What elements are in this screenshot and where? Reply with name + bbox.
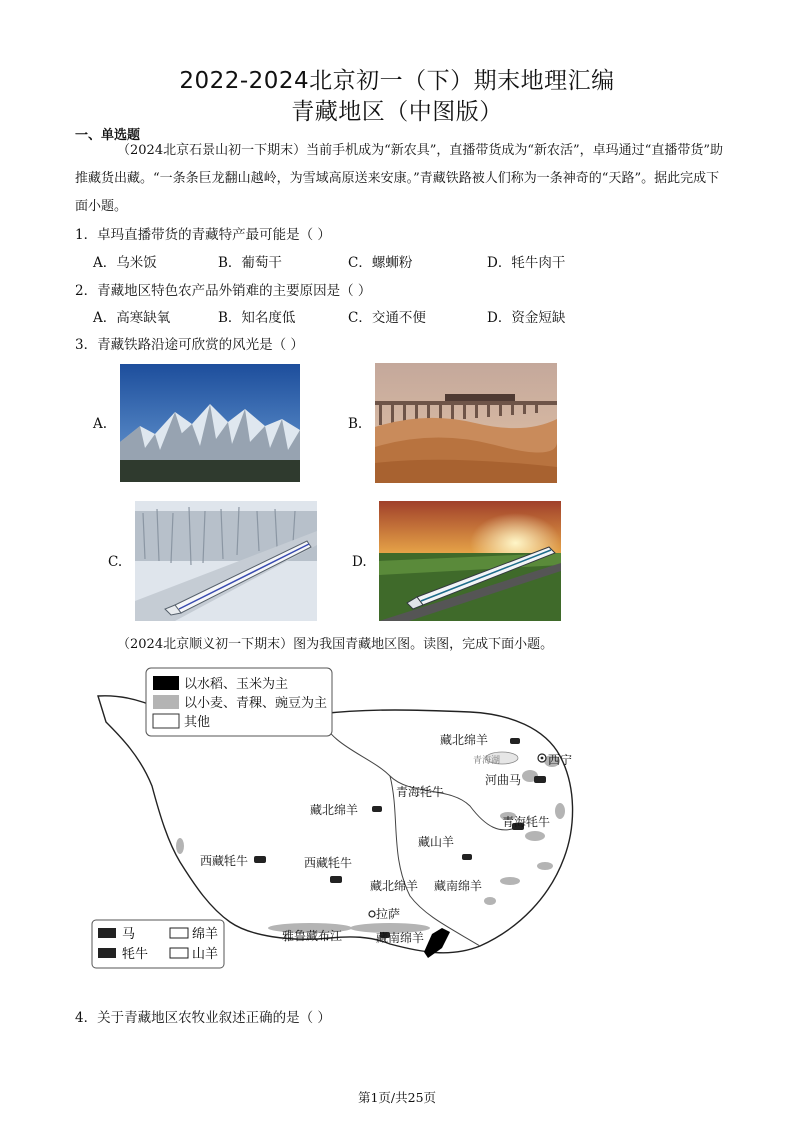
q1-option-d[interactable]: D．牦牛肉干 (487, 255, 566, 271)
map-label: 藏南绵羊 (434, 879, 483, 893)
legend-goat-label: 山羊 (192, 947, 219, 962)
map-label: 藏山羊 (418, 835, 455, 849)
intro-paragraph-2: （2024北京顺义初一下期末）图为我国青藏地区图。读图，完成下面小题。 (117, 637, 554, 652)
map-label: 西藏牦牛 (200, 854, 249, 868)
map-label: 青海牦牛 (396, 785, 445, 799)
q3-photo-train-sunset[interactable] (379, 501, 561, 621)
q2-option-d[interactable]: D．资金短缺 (487, 310, 566, 326)
q2-option-b[interactable]: B．知名度低 (218, 310, 296, 326)
sheep-icon (170, 928, 188, 938)
q1-option-a[interactable]: A．乌米饭 (93, 255, 157, 271)
legend-sheep-label: 绵羊 (192, 927, 219, 942)
map-label: 藏北绵羊 (370, 879, 419, 893)
map-label: 西藏牦牛 (304, 856, 353, 870)
q1-option-b[interactable]: B．葡萄干 (218, 255, 282, 271)
q3-label-b[interactable]: B. (348, 416, 363, 432)
map-label: 河曲马 (485, 773, 522, 787)
q1-option-c[interactable]: C．螺蛳粉 (348, 255, 413, 271)
q3-label-a[interactable]: A. (93, 416, 108, 432)
legend-yak-label: 牦牛 (122, 947, 149, 962)
question-1-stem: 1．卓玛直播带货的青藏特产最可能是（ ） (75, 227, 331, 243)
goat-icon (170, 948, 188, 958)
q2-option-a[interactable]: A．高寒缺氧 (93, 310, 171, 326)
map-label: 青海牦牛 (502, 815, 551, 829)
legend-wheat-label: 以小麦、青稞、豌豆为主 (184, 696, 328, 711)
qinghai-tibet-map (90, 666, 590, 978)
q3-photo-desert-railway[interactable] (375, 363, 557, 483)
section-heading: 一、单选题 (75, 128, 141, 143)
q3-photo-snow-mountains[interactable] (120, 364, 300, 482)
q3-photo-train-snow[interactable] (135, 501, 317, 621)
page-footer: 第1页/共25页 (357, 1090, 437, 1105)
map-label: 藏北绵羊 (440, 733, 489, 747)
question-4-stem: 4．关于青藏地区农牧业叙述正确的是（ ） (75, 1010, 331, 1026)
map-label-lhasa: 拉萨 (376, 907, 401, 921)
q3-label-d[interactable]: D. (352, 554, 367, 570)
q2-option-c[interactable]: C．交通不便 (348, 310, 426, 326)
map-label-river: 雅鲁藏布江 (282, 929, 343, 943)
map-label-xining: 西宁 (548, 753, 573, 767)
horse-icon (98, 928, 116, 938)
question-3-stem: 3．青藏铁路沿途可欣赏的风光是（ ） (75, 337, 304, 353)
map-label: 藏南绵羊 (376, 931, 425, 945)
document-title-line2: 青藏地区（中图版） (291, 99, 503, 125)
yak-icon (98, 948, 116, 958)
question-2-stem: 2．青藏地区特色农产品外销难的主要原因是（ ） (75, 283, 372, 299)
document-title-line1: 2022-2024北京初一（下）期末地理汇编 (179, 68, 615, 94)
legend-rice-label: 以水稻、玉米为主 (184, 677, 289, 692)
map-label-lake: 青海湖 (473, 756, 501, 766)
intro-paragraph-1: （2024北京石景山初一下期末）当前手机成为“新农具”，直播带货成为“新农活”，卓玛通过“直播带货”助推藏货出藏。“一条条巨龙翻山越岭，为雪域高原送来安康。”青藏铁路被人们称为一条神奇的“天路”。据此完成下面小题。 (75, 143, 723, 214)
legend-other-label: 其他 (184, 715, 211, 730)
q3-label-c[interactable]: C. (108, 554, 123, 570)
map-label: 藏北绵羊 (310, 803, 359, 817)
legend-horse-label: 马 (122, 927, 136, 942)
